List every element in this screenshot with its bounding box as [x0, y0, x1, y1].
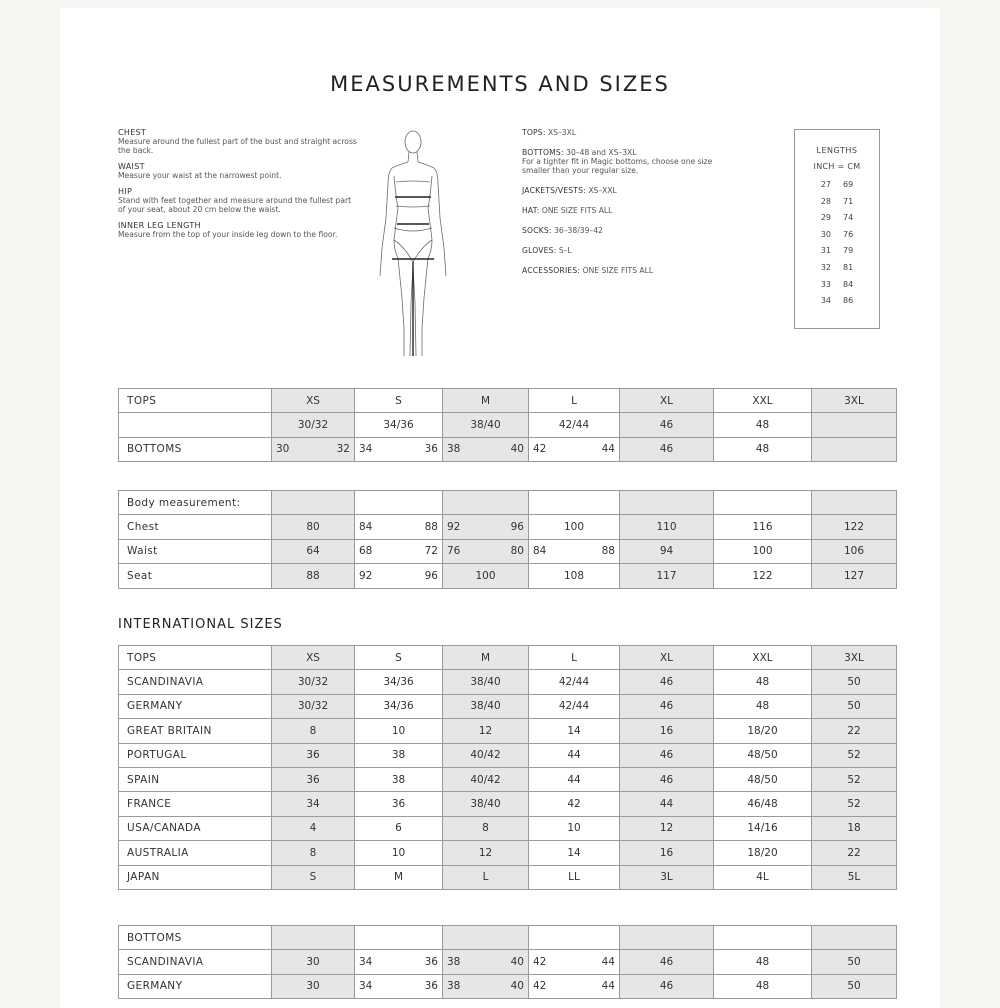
cell-value: 72	[424, 545, 438, 558]
definition-heading: WAIST	[118, 162, 145, 171]
table-cell: 46	[620, 413, 714, 437]
table-cell: L	[529, 389, 620, 413]
lengths-row	[795, 280, 879, 297]
table-row	[119, 767, 897, 791]
table-cell: 34/36	[355, 670, 443, 694]
cell-value: 30	[276, 443, 290, 456]
table-cell: XL	[620, 646, 714, 670]
definition-text: Measure your waist at the narrowest point.	[118, 171, 282, 180]
cell-value: 42	[533, 956, 547, 969]
table-cell: 3XL	[812, 646, 897, 670]
table-cell: 50	[812, 950, 897, 974]
row-label: JAPAN	[119, 865, 272, 889]
table-cell	[272, 437, 355, 461]
table-cell	[355, 926, 443, 950]
cell-value: 96	[510, 521, 524, 534]
table-cell: 48	[714, 694, 812, 718]
table-cell: 110	[620, 515, 714, 539]
table-cell: 100	[529, 515, 620, 539]
table-cell: 4L	[714, 865, 812, 889]
table-cell: 38/40	[443, 694, 529, 718]
category-size-ranges	[522, 128, 722, 286]
row-label: TOPS	[119, 646, 272, 670]
table-row	[119, 816, 897, 840]
table-cell: 46	[620, 974, 714, 998]
cell-value: 84	[533, 545, 547, 558]
lengths-heading: LENGTHS	[816, 146, 858, 155]
table-cell: 64	[272, 539, 355, 563]
table-row	[119, 792, 897, 816]
body-measurement-figure	[358, 128, 468, 360]
definition-text: Measure around the fullest part of the bust and straight across the back.	[118, 137, 357, 155]
table-cell: 50	[812, 974, 897, 998]
row-label: Chest	[119, 515, 272, 539]
definition-heading: CHEST	[118, 128, 147, 137]
lengths-inch: 28	[820, 196, 831, 206]
cell-value: 32	[336, 443, 350, 456]
row-label: BOTTOMS	[119, 437, 272, 461]
table-row	[119, 670, 897, 694]
table-cell: 46	[620, 743, 714, 767]
table-cell: 5L	[812, 865, 897, 889]
size-guide-page	[60, 8, 940, 1008]
table-cell: 100	[714, 539, 812, 563]
category-bottoms: BOTTOMS: 30–48 and XS–3XL For a tighter fit in Magic bottoms, choose one size smaller than your regular size.	[522, 148, 722, 175]
cell-value: 36	[424, 443, 438, 456]
cell-value: 38	[447, 980, 461, 993]
lengths-inch: 31	[820, 246, 831, 256]
table-cell: 46/48	[714, 792, 812, 816]
table-row	[119, 491, 897, 515]
table-cell: LL	[529, 865, 620, 889]
table-cell: 30	[272, 974, 355, 998]
cell-value: 80	[510, 545, 524, 558]
category-tops: TOPS: XS–3XL	[522, 128, 577, 137]
lengths-inch: 34	[820, 296, 831, 306]
row-label: SPAIN	[119, 767, 272, 791]
table-row	[119, 865, 897, 889]
table-cell	[714, 491, 812, 515]
size-table	[118, 388, 897, 462]
table-cell: 122	[714, 564, 812, 588]
table-cell: 38	[355, 767, 443, 791]
table-cell	[272, 926, 355, 950]
cell-value: 34	[359, 956, 373, 969]
table-cell: 52	[812, 743, 897, 767]
table-cell: 46	[620, 437, 714, 461]
table-cell: 80	[272, 515, 355, 539]
table-cell: 30/32	[272, 670, 355, 694]
table-cell: 42	[529, 792, 620, 816]
table-row	[119, 646, 897, 670]
lengths-row	[795, 180, 879, 197]
cell-value: 92	[359, 569, 373, 582]
category-hat: HAT: ONE SIZE FITS ALL	[522, 206, 613, 215]
table-cell	[812, 413, 897, 437]
cell-value: 92	[447, 521, 461, 534]
lengths-row	[795, 263, 879, 280]
table-row	[119, 515, 897, 539]
table-cell: 38	[355, 743, 443, 767]
table-cell: 36	[272, 767, 355, 791]
table-cell: 16	[620, 841, 714, 865]
table-cell	[529, 950, 620, 974]
cell-value: 88	[424, 521, 438, 534]
table-cell: 44	[529, 767, 620, 791]
lengths-inch: 33	[820, 279, 831, 289]
table-cell: 94	[620, 539, 714, 563]
table-cell: 22	[812, 719, 897, 743]
table-cell: 38/40	[443, 413, 529, 437]
table-row	[119, 389, 897, 413]
cell-value: 84	[359, 521, 373, 534]
definition-inner-leg	[118, 221, 358, 239]
table-cell: 4	[272, 816, 355, 840]
table-cell: 127	[812, 564, 897, 588]
table-cell: 52	[812, 767, 897, 791]
table-cell: 38/40	[443, 670, 529, 694]
row-label	[119, 413, 272, 437]
category-gloves: GLOVES: S–L	[522, 246, 572, 255]
table-cell: S	[272, 865, 355, 889]
table-row	[119, 539, 897, 563]
row-label: FRANCE	[119, 792, 272, 816]
table-cell: XS	[272, 389, 355, 413]
table-row	[119, 437, 897, 461]
cell-value: 40	[510, 956, 524, 969]
table-cell: 50	[812, 670, 897, 694]
category-accessories: ACCESSORIES: ONE SIZE FITS ALL	[522, 266, 654, 275]
table-cell	[355, 564, 443, 588]
lengths-cm: 84	[843, 279, 854, 289]
table-cell	[355, 539, 443, 563]
lengths-cm: 69	[843, 180, 854, 189]
table-cell: 40/42	[443, 743, 529, 767]
definition-heading: HIP	[118, 187, 133, 196]
cell-value: 88	[601, 545, 615, 558]
table-cell: 48/50	[714, 767, 812, 791]
table-cell: M	[443, 646, 529, 670]
cell-value: 40	[510, 980, 524, 993]
table-cell	[355, 491, 443, 515]
lengths-cm: 74	[843, 213, 854, 223]
table-cell: 10	[529, 816, 620, 840]
lengths-row	[795, 230, 879, 247]
table-row	[119, 564, 897, 588]
lengths-row	[795, 213, 879, 230]
cell-value: 44	[601, 956, 615, 969]
table-cell	[443, 950, 529, 974]
international-tops-table	[118, 645, 897, 890]
table-cell	[355, 950, 443, 974]
row-label: TOPS	[119, 389, 272, 413]
row-label: PORTUGAL	[119, 743, 272, 767]
table-cell	[443, 437, 529, 461]
cell-value: 42	[533, 443, 547, 456]
definition-heading: INNER LEG LENGTH	[118, 221, 201, 230]
table-cell: 30	[272, 950, 355, 974]
table-cell: XXL	[714, 646, 812, 670]
lengths-inch: 32	[820, 262, 831, 272]
cell-value: 38	[447, 443, 461, 456]
table-cell: 52	[812, 792, 897, 816]
table-cell: 46	[620, 767, 714, 791]
table-cell: 48	[714, 950, 812, 974]
table-cell	[443, 926, 529, 950]
cell-value: 68	[359, 545, 373, 558]
table-cell: 48	[714, 670, 812, 694]
row-label: AUSTRALIA	[119, 841, 272, 865]
table-row	[119, 841, 897, 865]
table-cell: 3XL	[812, 389, 897, 413]
table-cell: 30/32	[272, 413, 355, 437]
table-cell: 30/32	[272, 694, 355, 718]
table-cell	[812, 491, 897, 515]
cell-value: 36	[424, 980, 438, 993]
row-label: BOTTOMS	[119, 926, 272, 950]
table-cell: 48	[714, 413, 812, 437]
table-cell: 46	[620, 670, 714, 694]
table-cell: 14	[529, 719, 620, 743]
table-cell: XXL	[714, 389, 812, 413]
table-cell: 10	[355, 841, 443, 865]
table-cell: 34/36	[355, 694, 443, 718]
table-cell	[620, 491, 714, 515]
table-row	[119, 719, 897, 743]
table-cell: 108	[529, 564, 620, 588]
table-cell: 106	[812, 539, 897, 563]
table-cell: 48	[714, 974, 812, 998]
table-cell	[812, 437, 897, 461]
lengths-cm: 76	[843, 229, 854, 239]
cell-value: 34	[359, 443, 373, 456]
table-cell	[272, 491, 355, 515]
table-cell: 14	[529, 841, 620, 865]
table-cell: 122	[812, 515, 897, 539]
international-bottoms-table	[118, 925, 897, 999]
table-cell	[529, 974, 620, 998]
table-cell	[443, 539, 529, 563]
body-measurement-table	[118, 490, 897, 589]
table-row	[119, 694, 897, 718]
table-cell: XL	[620, 389, 714, 413]
lengths-cm: 79	[843, 246, 854, 256]
table-row	[119, 950, 897, 974]
table-cell: 46	[620, 694, 714, 718]
table-cell: 40/42	[443, 767, 529, 791]
row-label: GREAT BRITAIN	[119, 719, 272, 743]
table-cell: 38/40	[443, 792, 529, 816]
lengths-subheading: INCH = CM	[813, 162, 861, 171]
table-cell: 36	[272, 743, 355, 767]
table-cell: 50	[812, 694, 897, 718]
row-label: SCANDINAVIA	[119, 950, 272, 974]
table-cell: 46	[620, 950, 714, 974]
cell-value: 44	[601, 980, 615, 993]
row-label: SCANDINAVIA	[119, 670, 272, 694]
cell-value: 96	[424, 569, 438, 582]
table-row	[119, 926, 897, 950]
row-label: GERMANY	[119, 974, 272, 998]
lengths-cm: 86	[843, 296, 854, 306]
table-cell	[355, 974, 443, 998]
lengths-row	[795, 197, 879, 214]
table-cell: 36	[355, 792, 443, 816]
table-cell: 42/44	[529, 413, 620, 437]
table-cell: M	[443, 389, 529, 413]
table-cell	[443, 515, 529, 539]
definition-chest	[118, 128, 358, 155]
category-socks: SOCKS: 36–38/39–42	[522, 226, 603, 235]
table-cell: 18/20	[714, 841, 812, 865]
table-cell	[529, 437, 620, 461]
table-cell: S	[355, 389, 443, 413]
table-cell: 34	[272, 792, 355, 816]
table-cell	[443, 491, 529, 515]
row-label: GERMANY	[119, 694, 272, 718]
definition-text: Measure from the top of your inside leg down to the floor.	[118, 230, 338, 239]
table-cell: 22	[812, 841, 897, 865]
table-cell: 34/36	[355, 413, 443, 437]
table-cell	[812, 926, 897, 950]
table-cell: 42/44	[529, 670, 620, 694]
table-cell: 18	[812, 816, 897, 840]
table-cell: 12	[443, 719, 529, 743]
table-cell: L	[443, 865, 529, 889]
table-cell	[529, 539, 620, 563]
table-cell: 42/44	[529, 694, 620, 718]
lengths-inch: 30	[820, 229, 831, 239]
cell-value: 40	[510, 443, 524, 456]
row-label: USA/CANADA	[119, 816, 272, 840]
lengths-cm: 81	[843, 262, 854, 272]
definition-text: Stand with feet together and measure around the fullest part of your seat, about 20 cm below the waist.	[118, 196, 352, 214]
measurement-definitions	[118, 128, 358, 246]
definition-waist	[118, 162, 358, 180]
lengths-row	[795, 246, 879, 263]
table-cell	[529, 491, 620, 515]
row-label: Body measurement:	[119, 491, 272, 515]
cell-value: 76	[447, 545, 461, 558]
table-cell: 8	[272, 841, 355, 865]
table-cell: 12	[443, 841, 529, 865]
table-cell: 44	[529, 743, 620, 767]
table-cell: 100	[443, 564, 529, 588]
lengths-row	[795, 296, 879, 313]
table-cell: 6	[355, 816, 443, 840]
row-label: Seat	[119, 564, 272, 588]
table-cell: 44	[620, 792, 714, 816]
table-cell: 12	[620, 816, 714, 840]
table-row	[119, 974, 897, 998]
table-row	[119, 743, 897, 767]
table-cell: 10	[355, 719, 443, 743]
cell-value: 44	[601, 443, 615, 456]
table-cell: XS	[272, 646, 355, 670]
definition-hip	[118, 187, 358, 214]
table-cell: 88	[272, 564, 355, 588]
international-sizes-heading: INTERNATIONAL SIZES	[118, 617, 283, 632]
table-cell: 3L	[620, 865, 714, 889]
category-note: For a tighter fit in Magic bottoms, choose one size smaller than your regular size.	[522, 157, 713, 175]
table-cell	[355, 515, 443, 539]
table-cell	[714, 926, 812, 950]
table-cell: 16	[620, 719, 714, 743]
cell-value: 34	[359, 980, 373, 993]
row-label: Waist	[119, 539, 272, 563]
page-title: MEASUREMENTS AND SIZES	[330, 72, 670, 96]
table-cell	[443, 974, 529, 998]
table-cell: 116	[714, 515, 812, 539]
lengths-inch: 27	[820, 180, 831, 189]
cell-value: 38	[447, 956, 461, 969]
table-cell: 48/50	[714, 743, 812, 767]
table-row	[119, 413, 897, 437]
cell-value: 36	[424, 956, 438, 969]
table-cell: 8	[443, 816, 529, 840]
lengths-inch: 29	[820, 213, 831, 223]
lengths-cm: 71	[843, 196, 854, 206]
table-cell: M	[355, 865, 443, 889]
table-cell: S	[355, 646, 443, 670]
table-cell	[529, 926, 620, 950]
table-cell: 18/20	[714, 719, 812, 743]
table-cell: 48	[714, 437, 812, 461]
cell-value: 42	[533, 980, 547, 993]
table-cell: 117	[620, 564, 714, 588]
table-cell	[355, 437, 443, 461]
table-cell: L	[529, 646, 620, 670]
table-cell: 14/16	[714, 816, 812, 840]
category-jackets: JACKETS/VESTS: XS–XXL	[522, 186, 617, 195]
table-cell	[620, 926, 714, 950]
lengths-box	[794, 129, 880, 329]
table-cell: 8	[272, 719, 355, 743]
